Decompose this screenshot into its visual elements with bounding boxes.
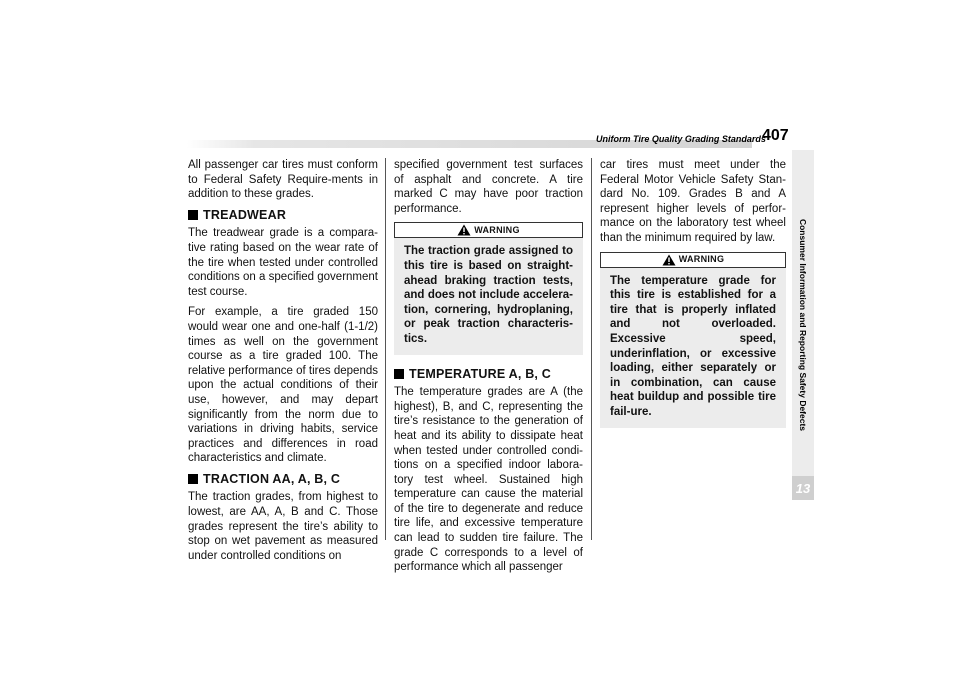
warning-header (600, 252, 786, 268)
chapter-tab: 13 (792, 476, 814, 500)
side-tab-section-label: Consumer Information and Reporting Safety Defects (798, 218, 808, 432)
square-bullet-icon (188, 210, 198, 220)
warning-text: The traction grade assigned to this tire is based on straight-ahead braking traction tests, and does not include accelera-tion, cornering, hydroplaning, or peak traction characteris-tics. (404, 245, 573, 345)
section-heading-traction: TRACTION AA, A, B, C (188, 472, 378, 487)
warning-label: WARNING (678, 254, 725, 265)
square-bullet-icon (394, 369, 404, 379)
warning-triangle-icon (662, 254, 676, 266)
section-heading-temperature: TEMPERATURE A, B, C (394, 367, 583, 382)
column-divider (591, 158, 592, 540)
warning-box (394, 222, 583, 354)
warning-triangle-icon (457, 224, 471, 236)
paragraph: For example, a tire graded 150 would wear one and one-half (1-1/2) times as well on the government course as a tire graded 100. The relative performance of tires depends upon the actual conditions of their use, however, and may depart significantly from the norm due to variations in driving habits, service practices and differences in road characteristics and climate. (188, 306, 378, 465)
paragraph: specified government test surfaces of asphalt and concrete. A tire marked C may have poor traction performance. (394, 159, 583, 215)
warning-header (394, 222, 583, 238)
paragraph: The temperature grades are A (the highest), B, and C, representing the tire’s resistance to the generation of heat and its ability to dissipate heat when tested under controlled condi-tions on a specified indoor labora-tory test wheel. Sustained high temperature can cause the material of the tire to degenerate and reduce tire life, and excessive temperature can lead to sudden tire failure. The grade C corresponds to a level of performance which all passenger (394, 386, 583, 574)
paragraph: The treadwear grade is a compara-tive rating based on the wear rate of the tire when tested under controlled conditions on a specified government test course. (188, 227, 378, 298)
paragraph: car tires must meet under the Federal Motor Vehicle Safety Stan-dard No. 109. Grades B and A represent higher levels of perfor-mance on the laboratory test wheel than the minimum required by law. (600, 159, 786, 244)
text-column-3 (600, 158, 786, 440)
running-header-title: Uniform Tire Quality Grading Standards (596, 134, 766, 144)
column-divider (385, 158, 386, 540)
section-heading-treadwear: TREADWEAR (188, 208, 378, 223)
text-column-1 (188, 158, 378, 569)
paragraph: The traction grades, from highest to lowest, are AA, A, B and C. Those grades represent the tire’s ability to stop on wet pavement as measured under controlled conditions on (188, 491, 378, 562)
intro-paragraph: All passenger car tires must conform to Federal Safety Require-ments in addition to these grades. (188, 159, 378, 201)
square-bullet-icon (188, 474, 198, 484)
warning-box (600, 252, 786, 428)
page-number: 407 (762, 127, 789, 144)
warning-label: WARNING (474, 225, 520, 236)
warning-text: The temperature grade for this tire is established for a tire that is properly inflated and not overloaded. Excessive speed, underinflation, or excessive loading, either separately or in combination, can cause heat buildup and possible tire fail-ure. (610, 274, 776, 418)
text-column-2 (394, 158, 583, 581)
